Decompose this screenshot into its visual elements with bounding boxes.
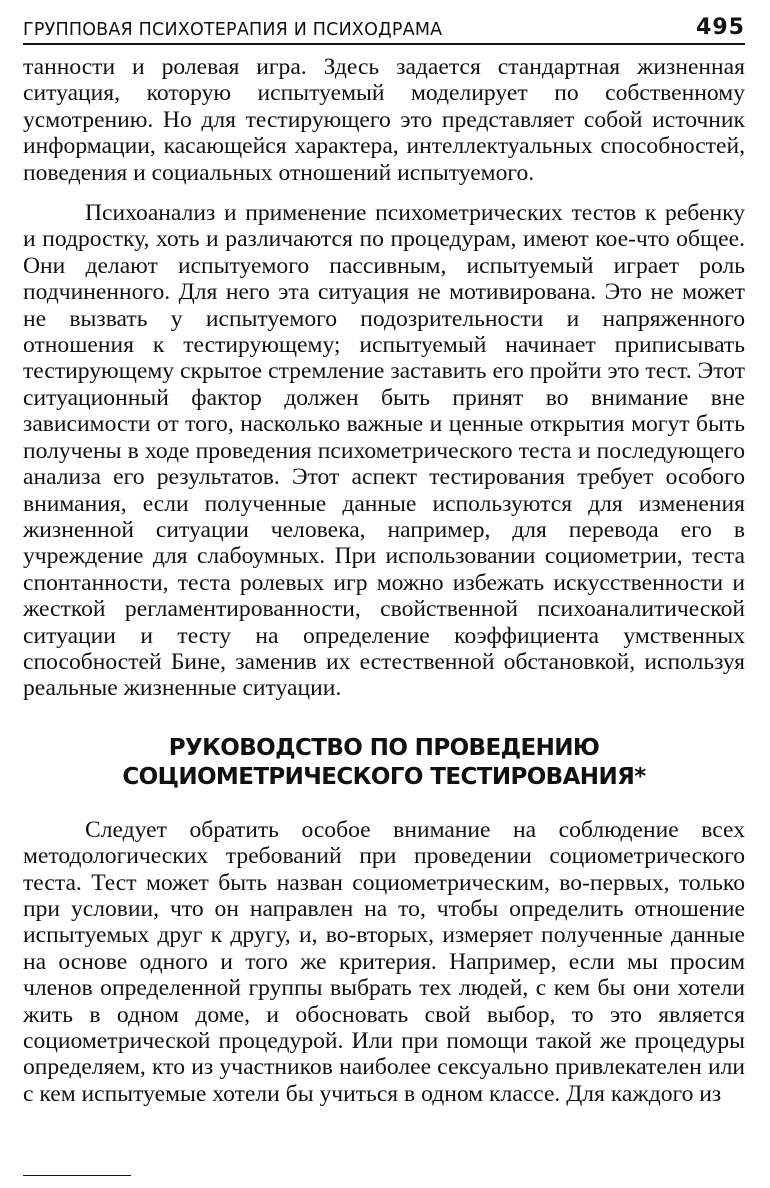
- body-text: [23, 54, 745, 1107]
- section-heading-line-2: СОЦИОМЕТРИЧЕСКОГО ТЕСТИРОВАНИЯ*: [122, 763, 646, 790]
- paragraph-guidelines: Следует обратить особое внимание на соблюдение всех методологических требований при проведении социометрического теста. Тест может быть назван социометрическим, во-первых, только при условии, что он направлен на то, чтобы определить отношение испытуемых друг к другу, и, во-вторых, измеряет полученные данные на основе одного и того же критерия. Например, если мы просим членов определенной группы выбрать тех людей, с кем бы они хотели жить в одном доме, и обосновать свой выбор, то это является социометрической процедурой. Или при помощи такой же процедуры определяем, кто из участников наиболее сексуально привлекателен или с кем испытуемые хотели бы учиться в одном классе. Для каждого из: [23, 816, 745, 1107]
- book-page: [23, 14, 745, 1179]
- paragraph-psychoanalysis: Психоанализ и применение психометрических тестов к ребенку и подростку, хоть и различаются по процедурам, имеют кое-что общее. Они делают испытуемого пассивным, испытуемый играет роль подчиненного. Для него эта ситуация не мотивирована. Это не может не вызвать у испытуемого подозрительности и напряженного отношения к тестирующему; испытуемый начинает приписывать тестирующему скрытое стремление заставить его пройти это тест. Этот ситуационный фактор должен быть принят во внимание вне зависимости от того, насколько важные и ценные открытия могут быть получены в ходе проведения психометрического теста и последующего анализа его результатов. Этот аспект тестирования требует особого внимания, если полученные данные используются для изменения жизненной ситуации человека, например, для перевода его в учреждение для слабоумных. При использовании социометрии, теста спонтанности, теста ролевых игр можно избежать искусственности и жесткой регламентированности, свойственной психоаналитической ситуации и тесту на определение коэффициента умственных способностей Бине, заменив их естественной обстановкой, используя реальные жизненные ситуации.: [23, 200, 745, 702]
- running-head: [23, 14, 745, 45]
- footnote-rule: [23, 1175, 131, 1176]
- section-heading-line-1: РУКОВОДСТВО ПО ПРОВЕДЕНИЮ: [168, 734, 600, 761]
- page-number: 495: [696, 15, 745, 40]
- paragraph-continued: танности и ролевая игра. Здесь задается стандартная жизненная ситуация, которую испытуемый моделирует по собственному усмотрению. Но для тестирующего это представляет собой источник информации, касающейся характера, интеллектуальных способностей, поведения и социальных отношений испытуемого.: [23, 54, 745, 186]
- running-head-title: ГРУППОВАЯ ПСИХОТЕРАПИЯ И ПСИХОДРАМА: [23, 20, 443, 40]
- section-heading: [23, 734, 745, 792]
